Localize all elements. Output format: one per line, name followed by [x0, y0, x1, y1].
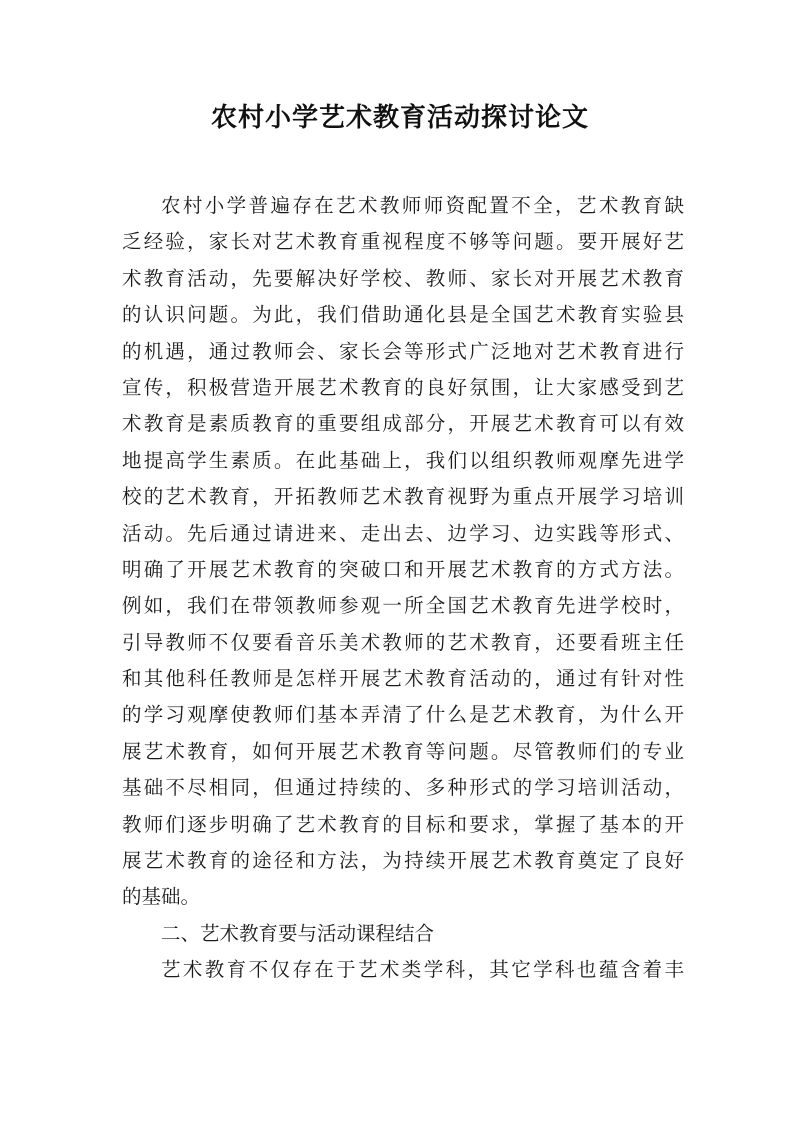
paragraph-line: 的基础。 [122, 885, 201, 909]
paragraph-line: 的认识问题。为此，我们借助通化县是全国艺术教育实验县 [122, 303, 684, 327]
paragraph-line: 基础不尽相同，但通过持续的、多种形式的学习培训活动， [122, 776, 684, 800]
paragraph-line: 展艺术教育，如何开展艺术教育等问题。尽管教师们的专业 [122, 739, 684, 763]
document-title: 农村小学艺术教育活动探讨论文 [210, 103, 589, 133]
paragraph-line: 明确了开展艺术教育的突破口和开展艺术教育的方式方法。 [122, 557, 684, 581]
paragraph-line: 乏经验，家长对艺术教育重视程度不够等问题。要开展好艺 [122, 230, 684, 254]
paragraph-line: 宣传，积极营造开展艺术教育的良好氛围，让大家感受到艺 [122, 375, 684, 399]
paragraph-line: 例如，我们在带领教师参观一所全国艺术教育先进学校时， [122, 594, 684, 618]
paragraph-line: 的学习观摩使教师们基本弄清了什么是艺术教育，为什么开 [122, 703, 684, 727]
paragraph-line: 引导教师不仅要看音乐美术教师的艺术教育，还要看班主任 [122, 630, 684, 654]
section-heading: 二、艺术教育要与活动课程结合 [161, 921, 435, 945]
paragraph-line: 和其他科任教师是怎样开展艺术教育活动的，通过有针对性 [122, 667, 684, 691]
paragraph-line: 艺术教育不仅存在于艺术类学科，其它学科也蕴含着丰 [161, 958, 684, 982]
paragraph-line: 术教育活动，先要解决好学校、教师、家长对开展艺术教育 [122, 266, 684, 290]
paragraph-line: 农村小学普遍存在艺术教师师资配置不全，艺术教育缺 [161, 194, 684, 217]
paragraph-line: 教师们逐步明确了艺术教育的目标和要求，掌握了基本的开 [122, 812, 684, 836]
paragraph-line: 校的艺术教育，开拓教师艺术教育视野为重点开展学习培训 [122, 485, 684, 509]
paragraph-line: 术教育是素质教育的重要组成部分，开展艺术教育可以有效 [122, 412, 684, 436]
paragraph-line: 地提高学生素质。在此基础上，我们以组织教师观摩先进学 [122, 448, 684, 472]
paragraph-line: 活动。先后通过请进来、走出去、边学习、边实践等形式、 [122, 521, 684, 545]
document-body [122, 188, 684, 989]
paragraph-line: 的机遇，通过教师会、家长会等形式广泛地对艺术教育进行 [122, 339, 684, 363]
paragraph-line: 展艺术教育的途径和方法，为持续开展艺术教育奠定了良好 [122, 849, 684, 873]
